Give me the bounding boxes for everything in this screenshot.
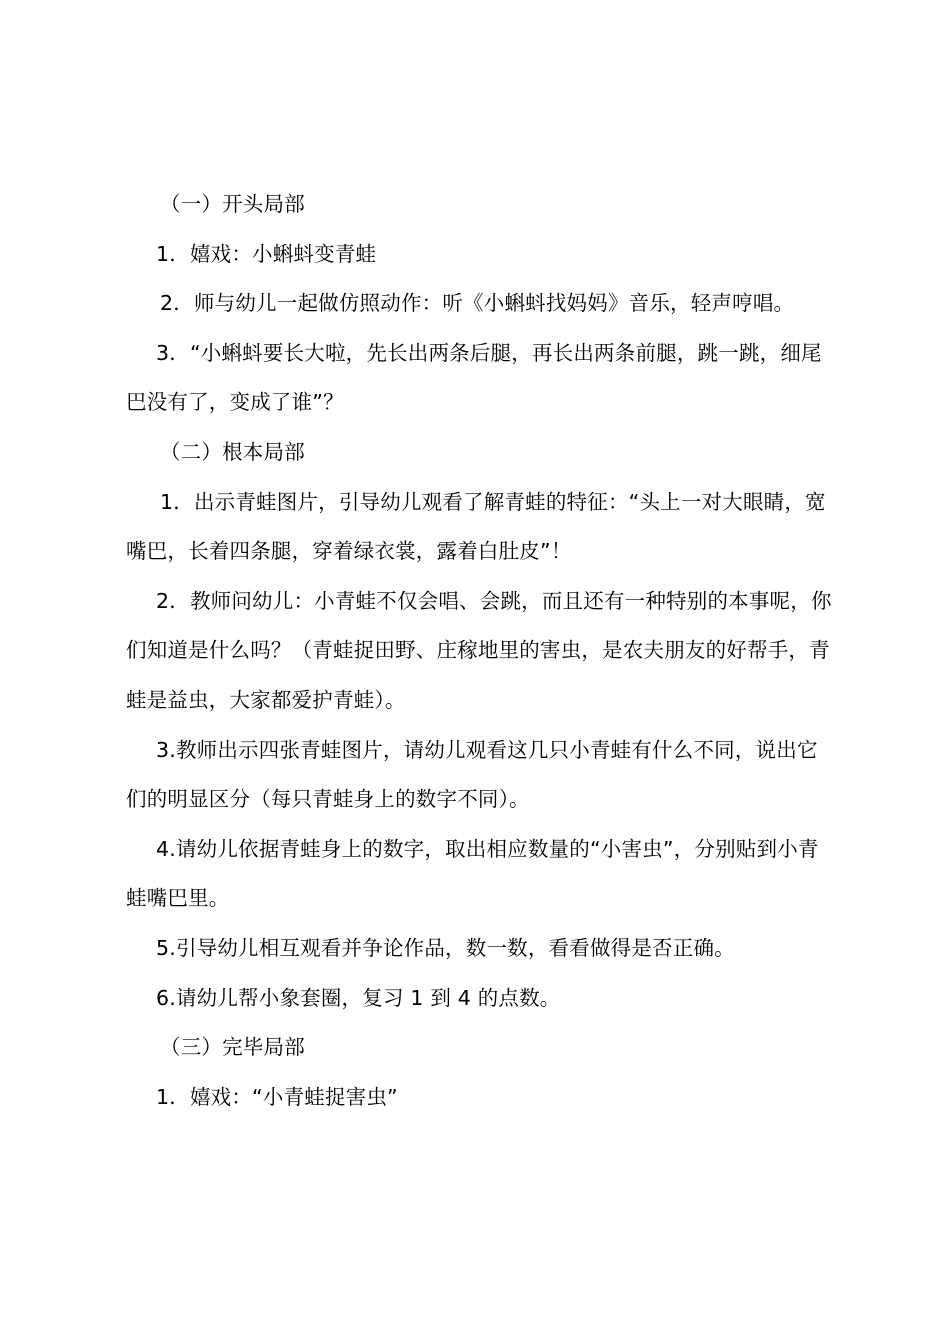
paragraph-frog-features: 1．出示青蛙图片，引导幼儿观看了解青蛙的特征：“头上一对大眼睛，宽嘴巴，长着四条腿，穿着绿衣裳，露着白肚皮”！ xyxy=(126,489,826,564)
document-body xyxy=(126,180,834,1122)
paragraph-tadpole-grows: 3．“小蝌蚪要长大啦，先长出两条后腿，再长出两条前腿，跳一跳，细尾巴没有了，变成了谁”？ xyxy=(126,340,822,415)
section-heading-opening: （一）开头局部 xyxy=(160,192,305,216)
paragraph-stick-pests: 4.请幼儿依据青蛙身上的数字，取出相应数量的“小害虫”，分别贴到小青蛙嘴巴里。 xyxy=(126,836,819,911)
paragraph-check-work: 5.引导幼儿相互观看并争论作品，数一数，看看做得是否正确。 xyxy=(156,935,735,960)
section-heading-basic: （二）根本局部 xyxy=(160,439,305,464)
paragraph-four-frogs: 3.教师出示四张青蛙图片，请幼儿观看这几只小青蛙有什么不同，说出它们的明显区分（每只青蛙身上的数字不同）。 xyxy=(126,737,818,812)
paragraph-imitation-actions: 2．师与幼儿一起做仿照动作：听《小蝌蚪找妈妈》音乐，轻声哼唱。 xyxy=(160,291,795,316)
paragraph-game-tadpole: 1．嬉戏：小蝌蚪变青蛙 xyxy=(156,241,377,266)
section-heading-ending: （三）完毕局部 xyxy=(160,1035,305,1060)
paragraph-catch-pests-game: 1．嬉戏：“小青蛙捉害虫” xyxy=(156,1084,398,1109)
paragraph-frog-skill: 2．教师问幼儿：小青蛙不仅会唱、会跳，而且还有一种特别的本事呢，你们知道是什么吗？（青蛙捉田野、庄稼地里的害虫，是农夫朋友的好帮手，青蛙是益虫，大家都爱护青蛙）。 xyxy=(126,588,832,712)
paragraph-ring-toss: 6.请幼儿帮小象套圈，复习 1 到 4 的点数。 xyxy=(156,985,561,1010)
